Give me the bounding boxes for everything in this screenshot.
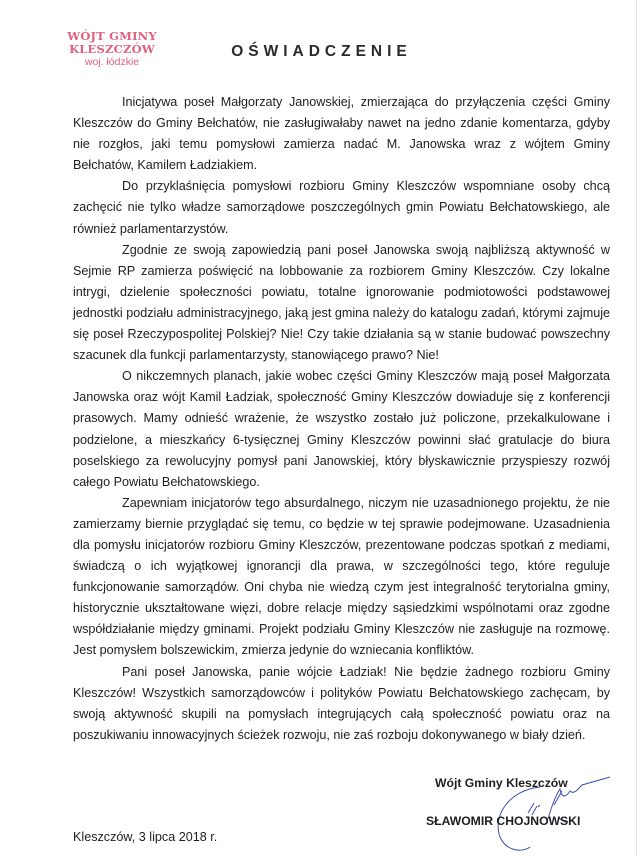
signatory-name: SŁAWOMIR CHOJNOWSKI bbox=[426, 814, 581, 828]
signatory-title: Wójt Gminy Kleszczów bbox=[435, 776, 568, 790]
document-body bbox=[73, 92, 610, 746]
paragraph: Zapewniam inicjatorów tego absurdalnego, niczym nie uzasadnionego projektu, że nie zamierzamy biernie przyglądać się temu, co będzie w tej sprawie podejmowane. Uzasadnienia dla pomysłu inicjatorów rozbioru Gminy Kleszczów, prezentowane podczas spotkań z mediami, świadczą o ich wyjątkowej ignorancji dla prawa, w szczególności tego, które reguluje funkcjonowanie samorządów. Oni chyba nie wiedzą czym jest integralność terytorialna gminy, historycznie ukształtowane więzi, dobre relacje między sąsiedzkimi wspólnotami oraz zgodne współdziałanie między gminami. Projekt podziału Gminy Kleszczów nie zasługuje na rozmowę. Jest pomysłem bolszewickim, zmierza jedynie do wzniecania konfliktów. bbox=[73, 495, 610, 658]
paragraph: Do przyklaśnięcia pomysłowi rozbioru Gminy Kleszczów wspomniane osoby chcą zachęcić nie tylko władze samorządowe poszczególnych gmin Powiatu Bełchatowskiego, ale również parlamentarzystów. bbox=[73, 179, 610, 236]
document-title: OŚWIADCZENIE bbox=[231, 43, 412, 60]
paragraph: Zgodnie ze swoją zapowiedzią pani poseł Janowska swoją najbliższą aktywność w Sejmie RP zamierza poświęcić na lobbowanie za rozbiorem Gminy Kleszczów. Czy lokalne intrygi, dzielenie społeczności powiatu, totalne ignorowanie podmiotowości podstawowej jednostki podziału administracyjnego, jaką jest gmina należy do katalogu zadań, którymi zajmuje się poseł Rzeczypospolitej Polskiej? Nie! Czy takie działania są w stanie budować powszechny szacunek dla funkcji parlamentarzysty, stanowiącego prawo? Nie! bbox=[73, 242, 610, 363]
page-edge bbox=[636, 0, 637, 857]
paragraph: Pani poseł Janowska, panie wójcie Ładziak! Nie będzie żadnego rozbioru Gminy Kleszczów! Wszystkich samorządowców i polityków Powiatu Bełchatowskiego zachęcam, by swoją aktywność skupili na pomysłach integrujących całą społeczność powiatu oraz na poszukiwaniu innowacyjnych ścieżek rozwoju, nie zaś rozboju dokonywanego w biały dzień. bbox=[73, 664, 610, 742]
stamp-line-3: woj. łódzkie bbox=[84, 56, 140, 68]
paragraph: O nikczemnych planach, jakie wobec części Gminy Kleszczów mają poseł Małgorzata Janowska oraz wójt Kamil Ładziak, społeczność Gminy Kleszczów dowiaduje się z konferencji prasowych. Mamy odnieść wrażenie, że wszystko zostało już policzone, przekalkulowane i podzielone, a mieszkańcy 6-tysięcznej Gminy Kleszczów powinni słać gratulacje do biura poselskiego za rewolucyjny pomysł pani Janowskiej, który błyskawicznie przyspieszy rozwój całego Powiatu Bełchatowskiego. bbox=[73, 369, 610, 489]
place-and-date: Kleszczów, 3 lipca 2018 r. bbox=[73, 830, 218, 844]
paragraph: Inicjatywa poseł Małgorzaty Janowskiej, zmierzająca do przyłączenia części Gminy Kleszczów do Gminy Bełchatów, nie zasługiwałaby nawet na jedno zdanie komentarza, gdyby nie rozgłos, jaki temu pomysłowi zamierza nadać M. Janowska wraz z wójtem Gminy Bełchatów, Kamilem Ładziakiem. bbox=[73, 95, 610, 173]
stamp-line-1: WÓJT GMINY bbox=[67, 29, 157, 43]
stamp-line-2: KLESZCZÓW bbox=[69, 42, 155, 56]
